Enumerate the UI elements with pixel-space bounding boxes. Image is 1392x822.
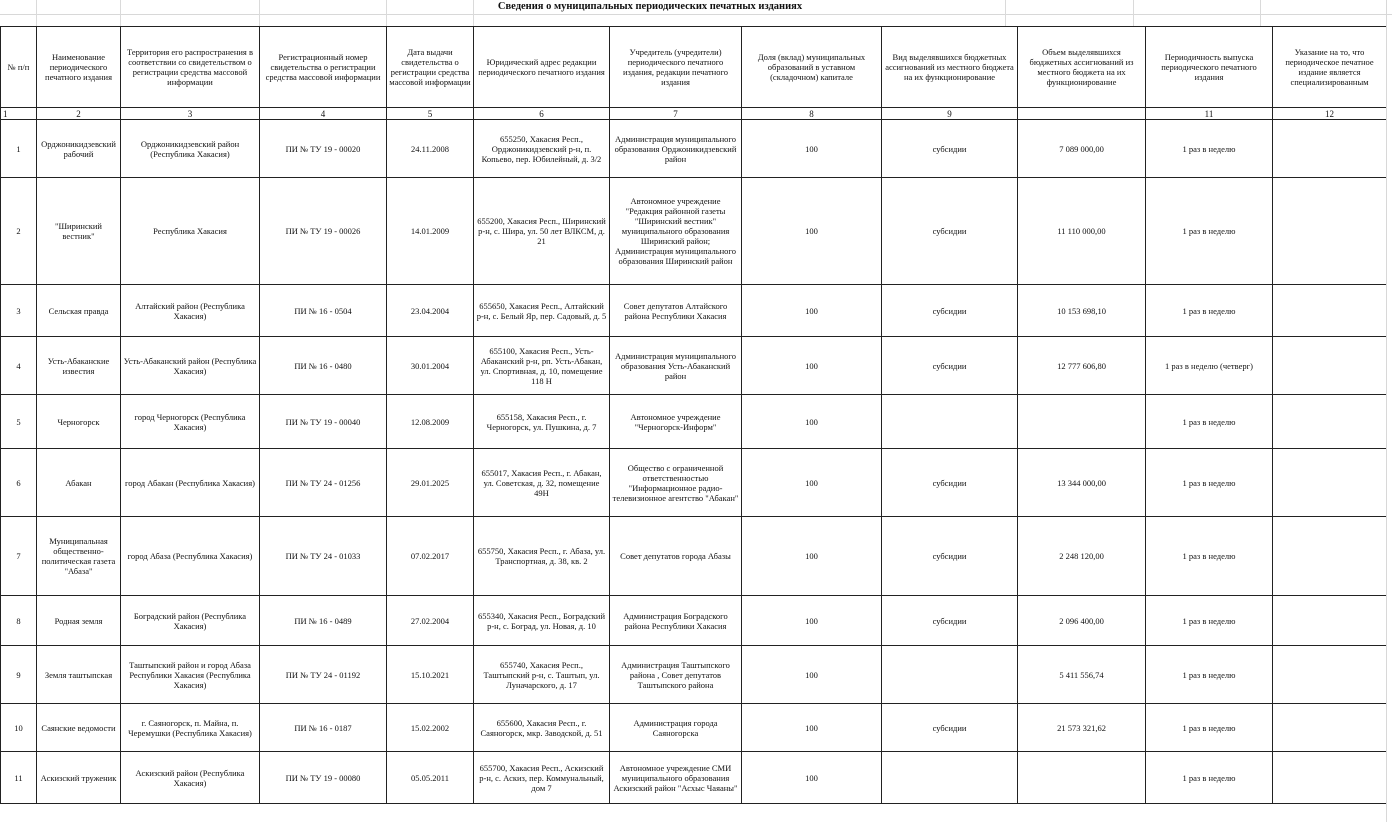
table-row [1, 596, 1387, 646]
column-number: 12 [1273, 108, 1387, 120]
table-row [1, 449, 1387, 517]
column-number: 11 [1146, 108, 1273, 120]
allocation-amount-cell: 11 110 000,00 [1018, 178, 1146, 285]
specialized-cell [1273, 704, 1387, 752]
frequency-cell: 1 раз в неделю [1146, 178, 1273, 285]
column-header: Периодичность выпуска периодического печатного издания [1146, 27, 1273, 108]
column-header: Вид выделявшихся бюджетных ассигнований из местного бюджета на их функционирование [882, 27, 1018, 108]
registration-number-cell: ПИ № ТУ 24 - 01256 [260, 449, 387, 517]
share-cell: 100 [742, 178, 882, 285]
territory-cell: Орджоникидзевский район (Республика Хакасия) [121, 120, 260, 178]
founder-cell: Администрация муниципального образования Орджоникидзевский район [610, 120, 742, 178]
founder-cell: Администрация муниципального образования Усть-Абаканский район [610, 337, 742, 395]
name-cell: "Ширинский вестник" [37, 178, 121, 285]
allocation-type-cell: субсидии [882, 517, 1018, 596]
territory-cell: город Черногорск (Республика Хакасия) [121, 395, 260, 449]
column-header: Указание на то, что периодическое печатное издание является специализированным [1273, 27, 1387, 108]
frequency-cell: 1 раз в неделю [1146, 120, 1273, 178]
founder-cell: Администрация города Саяногорска [610, 704, 742, 752]
sheet-edge [1386, 0, 1392, 822]
column-number: 2 [37, 108, 121, 120]
specialized-cell [1273, 285, 1387, 337]
column-number: 1 [1, 108, 37, 120]
specialized-cell [1273, 120, 1387, 178]
date-cell: 23.04.2004 [387, 285, 474, 337]
share-cell: 100 [742, 337, 882, 395]
specialized-cell [1273, 596, 1387, 646]
column-header: Дата выдачи свидетельства о регистрации средства массовой информации [387, 27, 474, 108]
table-row [1, 704, 1387, 752]
row-number-cell: 5 [1, 395, 37, 449]
share-cell: 100 [742, 449, 882, 517]
name-cell: Орджоникидзевский рабочий [37, 120, 121, 178]
founder-cell: Общество с ограниченной ответственностью "Информационное радио-телевизионное агентство "Абакан" [610, 449, 742, 517]
row-number-cell: 3 [1, 285, 37, 337]
allocation-amount-cell: 2 248 120,00 [1018, 517, 1146, 596]
specialized-cell [1273, 752, 1387, 804]
date-cell: 05.05.2011 [387, 752, 474, 804]
column-number: 6 [474, 108, 610, 120]
address-cell: 655650, Хакасия Респ., Алтайский р-н, с. Белый Яр, пер. Садовый, д. 5 [474, 285, 610, 337]
row-number-cell: 11 [1, 752, 37, 804]
allocation-amount-cell: 12 777 606,80 [1018, 337, 1146, 395]
territory-cell: Алтайский район (Республика Хакасия) [121, 285, 260, 337]
founder-cell: Автономное учреждение "Черногорск-Информ" [610, 395, 742, 449]
allocation-type-cell: субсидии [882, 285, 1018, 337]
header-row [1, 27, 1387, 108]
allocation-amount-cell [1018, 752, 1146, 804]
column-header: Учредитель (учредители) периодического печатного издания, редакции печатного издания [610, 27, 742, 108]
share-cell: 100 [742, 120, 882, 178]
date-cell: 24.11.2008 [387, 120, 474, 178]
address-cell: 655158, Хакасия Респ., г. Черногорск, ул. Пушкина, д. 7 [474, 395, 610, 449]
row-number-cell: 9 [1, 646, 37, 704]
name-cell: Черногорск [37, 395, 121, 449]
column-header: Доля (вклад) муниципальных образований в уставном (складочном) капитале [742, 27, 882, 108]
allocation-amount-cell: 21 573 321,62 [1018, 704, 1146, 752]
row-number-cell: 1 [1, 120, 37, 178]
allocation-amount-cell: 7 089 000,00 [1018, 120, 1146, 178]
share-cell: 100 [742, 704, 882, 752]
name-cell: Саянские ведомости [37, 704, 121, 752]
table-row [1, 285, 1387, 337]
address-cell: 655100, Хакасия Респ., Усть-Абаканский р-н, рп. Усть-Абакан, ул. Спортивная, д. 10, помещение 118 Н [474, 337, 610, 395]
founder-cell: Автономное учреждение "Редакция районной газеты "Ширинский вестник" муниципального образования Ширинский район; Администрация муниципального образования Ширинский район [610, 178, 742, 285]
row-number-cell: 2 [1, 178, 37, 285]
allocation-type-cell: субсидии [882, 449, 1018, 517]
column-header: Территория его распространения в соответствии со свидетельством о регистрации средства массовой информации [121, 27, 260, 108]
column-header: Юридический адрес редакции периодического печатного издания [474, 27, 610, 108]
address-cell: 655017, Хакасия Респ., г. Абакан, ул. Советская, д. 32, помещение 49Н [474, 449, 610, 517]
allocation-type-cell: субсидии [882, 704, 1018, 752]
address-cell: 655750, Хакасия Респ., г. Абаза, ул. Транспортная, д. 38, кв. 2 [474, 517, 610, 596]
specialized-cell [1273, 449, 1387, 517]
date-cell: 30.01.2004 [387, 337, 474, 395]
address-cell: 655200, Хакасия Респ., Ширинский р-н, с. Шира, ул. 50 лет ВЛКСМ, д. 21 [474, 178, 610, 285]
territory-cell: город Абакан (Республика Хакасия) [121, 449, 260, 517]
registration-number-cell: ПИ № ТУ 24 - 01033 [260, 517, 387, 596]
share-cell: 100 [742, 285, 882, 337]
name-cell: Земля таштыпская [37, 646, 121, 704]
date-cell: 29.01.2025 [387, 449, 474, 517]
address-cell: 655600, Хакасия Респ., г. Саяногорск, мкр. Заводской, д. 51 [474, 704, 610, 752]
territory-cell: Таштыпский район и город Абаза Республики Хакасия (Республика Хакасия) [121, 646, 260, 704]
allocation-amount-cell: 13 344 000,00 [1018, 449, 1146, 517]
share-cell: 100 [742, 646, 882, 704]
share-cell: 100 [742, 752, 882, 804]
column-number: 9 [882, 108, 1018, 120]
frequency-cell: 1 раз в неделю [1146, 285, 1273, 337]
registration-number-cell: ПИ № 16 - 0489 [260, 596, 387, 646]
frequency-cell: 1 раз в неделю [1146, 395, 1273, 449]
frequency-cell: 1 раз в неделю (четверг) [1146, 337, 1273, 395]
address-cell: 655700, Хакасия Респ., Аскизский р-н, с. Аскиз, пер. Коммунальный, дом 7 [474, 752, 610, 804]
row-number-cell: 7 [1, 517, 37, 596]
name-cell: Родная земля [37, 596, 121, 646]
row-number-cell: 4 [1, 337, 37, 395]
frequency-cell: 1 раз в неделю [1146, 704, 1273, 752]
table-row [1, 120, 1387, 178]
column-number: 8 [742, 108, 882, 120]
registration-number-cell: ПИ № 16 - 0187 [260, 704, 387, 752]
name-cell: Усть-Абаканские известия [37, 337, 121, 395]
date-cell: 07.02.2017 [387, 517, 474, 596]
specialized-cell [1273, 646, 1387, 704]
territory-cell: Боградский район (Республика Хакасия) [121, 596, 260, 646]
address-cell: 655250, Хакасия Респ., Орджоникидзевский р-н, п. Копьево, пер. Юбилейный, д. 3/2 [474, 120, 610, 178]
column-number-row [1, 108, 1387, 120]
founder-cell: Автономное учреждение СМИ муниципального образования Аскизский район "Асхыс Чаяаны" [610, 752, 742, 804]
registration-number-cell: ПИ № ТУ 19 - 00080 [260, 752, 387, 804]
specialized-cell [1273, 178, 1387, 285]
allocation-type-cell: субсидии [882, 596, 1018, 646]
territory-cell: г. Саяногорск, п. Майна, п. Черемушки (Республика Хакасия) [121, 704, 260, 752]
table-row [1, 752, 1387, 804]
registration-number-cell: ПИ № ТУ 19 - 00026 [260, 178, 387, 285]
founder-cell: Совет депутатов города Абазы [610, 517, 742, 596]
frequency-cell: 1 раз в неделю [1146, 517, 1273, 596]
table-row [1, 178, 1387, 285]
publications-table [0, 26, 1387, 804]
share-cell: 100 [742, 596, 882, 646]
name-cell: Муниципальная общественно-политическая газета "Абаза" [37, 517, 121, 596]
frequency-cell: 1 раз в неделю [1146, 596, 1273, 646]
table-row [1, 517, 1387, 596]
registration-number-cell: ПИ № 16 - 0504 [260, 285, 387, 337]
name-cell: Аскизский труженик [37, 752, 121, 804]
allocation-type-cell: субсидии [882, 120, 1018, 178]
territory-cell: Усть-Абаканский район (Республика Хакасия) [121, 337, 260, 395]
founder-cell: Совет депутатов Алтайского района Республики Хакасия [610, 285, 742, 337]
table-row [1, 646, 1387, 704]
allocation-amount-cell: 10 153 698,10 [1018, 285, 1146, 337]
registration-number-cell: ПИ № 16 - 0480 [260, 337, 387, 395]
share-cell: 100 [742, 517, 882, 596]
address-cell: 655740, Хакасия Респ., Таштыпский р-н, с. Таштып, ул. Луначарского, д. 17 [474, 646, 610, 704]
name-cell: Сельская правда [37, 285, 121, 337]
allocation-amount-cell: 2 096 400,00 [1018, 596, 1146, 646]
specialized-cell [1273, 517, 1387, 596]
column-header: Регистрационный номер свидетельства о регистрации средства массовой информации [260, 27, 387, 108]
date-cell: 27.02.2004 [387, 596, 474, 646]
allocation-type-cell [882, 752, 1018, 804]
territory-cell: Аскизский район (Республика Хакасия) [121, 752, 260, 804]
territory-cell: город Абаза (Республика Хакасия) [121, 517, 260, 596]
column-number: 3 [121, 108, 260, 120]
share-cell: 100 [742, 395, 882, 449]
row-number-cell: 10 [1, 704, 37, 752]
allocation-amount-cell: 5 411 556,74 [1018, 646, 1146, 704]
allocation-type-cell: субсидии [882, 178, 1018, 285]
founder-cell: Администрация Боградского района Республики Хакасия [610, 596, 742, 646]
specialized-cell [1273, 337, 1387, 395]
column-header: Объем выделявшихся бюджетных ассигнований из местного бюджета на их функционирование [1018, 27, 1146, 108]
document-title: Сведения о муниципальных периодических печатных изданиях [497, 1, 803, 12]
column-header: Наименование периодического печатного издания [37, 27, 121, 108]
column-number: 5 [387, 108, 474, 120]
date-cell: 15.10.2021 [387, 646, 474, 704]
allocation-amount-cell [1018, 395, 1146, 449]
allocation-type-cell [882, 395, 1018, 449]
date-cell: 12.08.2009 [387, 395, 474, 449]
territory-cell: Республика Хакасия [121, 178, 260, 285]
frequency-cell: 1 раз в неделю [1146, 449, 1273, 517]
column-number [1018, 108, 1146, 120]
table-row [1, 337, 1387, 395]
row-number-cell: 6 [1, 449, 37, 517]
column-header: № п/п [1, 27, 37, 108]
name-cell: Абакан [37, 449, 121, 517]
table-row [1, 395, 1387, 449]
frequency-cell: 1 раз в неделю [1146, 752, 1273, 804]
column-number: 4 [260, 108, 387, 120]
registration-number-cell: ПИ № ТУ 19 - 00020 [260, 120, 387, 178]
date-cell: 15.02.2002 [387, 704, 474, 752]
row-number-cell: 8 [1, 596, 37, 646]
column-number: 7 [610, 108, 742, 120]
frequency-cell: 1 раз в неделю [1146, 646, 1273, 704]
allocation-type-cell: субсидии [882, 337, 1018, 395]
address-cell: 655340, Хакасия Респ., Боградский р-н, с. Боград, ул. Новая, д. 10 [474, 596, 610, 646]
registration-number-cell: ПИ № ТУ 24 - 01192 [260, 646, 387, 704]
founder-cell: Администрация Таштыпского района , Совет депутатов Таштыпского района [610, 646, 742, 704]
allocation-type-cell [882, 646, 1018, 704]
specialized-cell [1273, 395, 1387, 449]
date-cell: 14.01.2009 [387, 178, 474, 285]
registration-number-cell: ПИ № ТУ 19 - 00040 [260, 395, 387, 449]
